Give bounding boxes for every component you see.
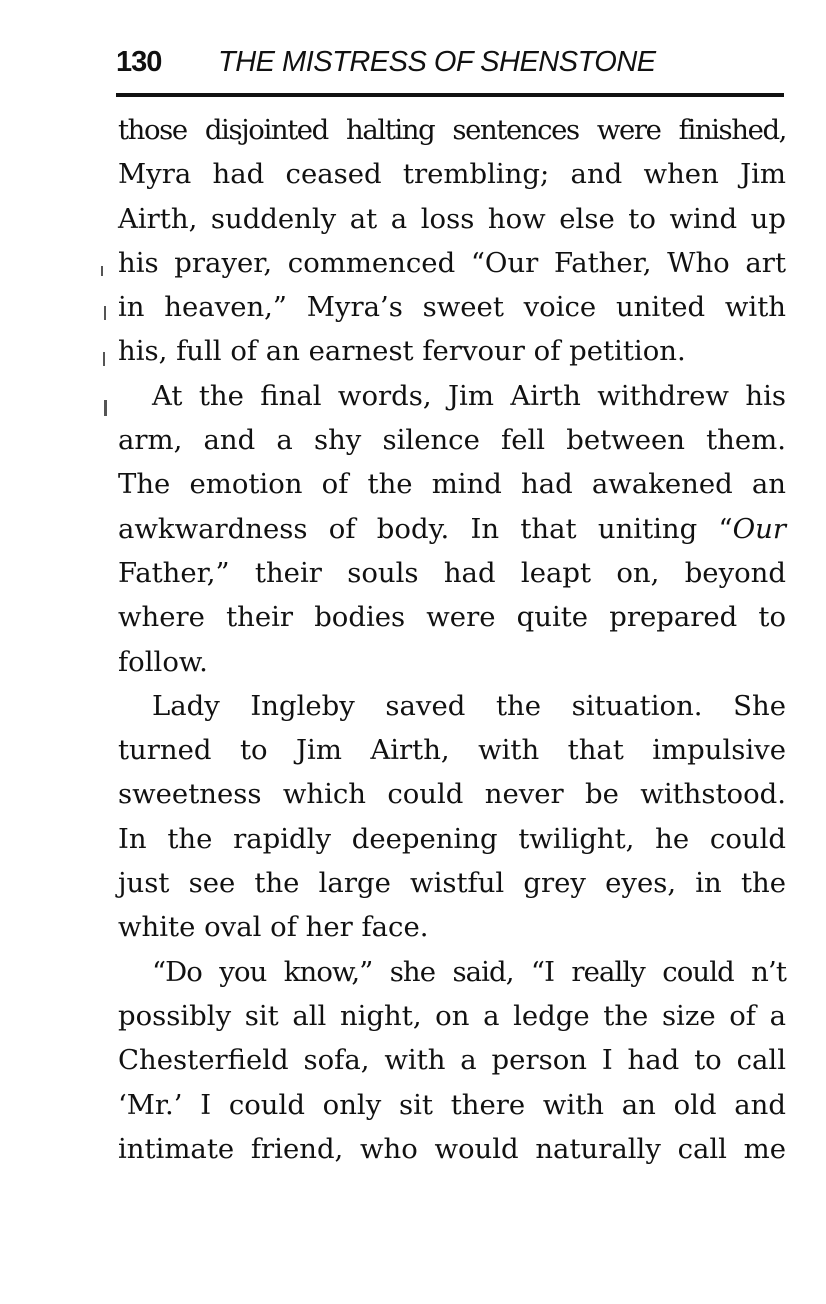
italic-word: Our [732,512,786,545]
page-number: 130 [116,46,162,78]
text-line: possibly sit all night, on a ledge the size of a [118,999,786,1032]
text-line: his, full of an earnest fervour of petition. [118,335,686,368]
text-line: Father,” their souls had leapt on, beyond [118,556,786,589]
header-rule [116,93,784,97]
text-line: In the rapidly deepening twilight, he could [118,822,786,855]
text-line: Lady Ingleby saved the situation. She [152,689,786,722]
text-line: intimate friend, who would naturally call me [118,1132,786,1165]
text-line: where their bodies were quite prepared to [118,601,786,634]
text-line: Myra had ceased trembling; and when Jim [118,158,786,191]
text-line: Chesterfield sofa, with a person I had to call [118,1044,786,1077]
text-line [118,507,786,551]
text-line: white oval of her face. [118,911,429,944]
margin-mark [101,266,103,276]
text-line: just see the large wistful grey eyes, in the [118,867,786,900]
text-line: ‘Mr.’ I could only sit there with an old and [118,1088,786,1121]
running-head [116,40,788,84]
text-line: those disjointed halting sentences were finished, [118,114,786,146]
text-line-part: awkwardness of body. In that uniting “ [118,512,733,545]
text-line: follow. [118,645,208,678]
body-text [118,108,786,1171]
text-line: At the final words, Jim Airth withdrew his [152,379,786,412]
text-line: “Do you know,” she said, “I really could n’t [152,955,786,988]
text-line: in heaven,” Myra’s sweet voice united with [118,291,786,324]
text-line: turned to Jim Airth, with that impulsive [118,734,786,767]
text-line: sweetness which could never be withstood. [118,778,786,811]
margin-mark [103,352,105,366]
margin-mark [104,306,106,320]
text-line: Airth, suddenly at a loss how else to wind up [118,202,786,235]
book-title: THE MISTRESS OF SHENSTONE [218,46,656,78]
text-line: arm, and a shy silence fell between them. [118,424,786,457]
margin-mark [104,400,107,416]
text-line: The emotion of the mind had awakened an [118,468,786,501]
text-line: his prayer, commenced “Our Father, Who art [118,246,786,279]
